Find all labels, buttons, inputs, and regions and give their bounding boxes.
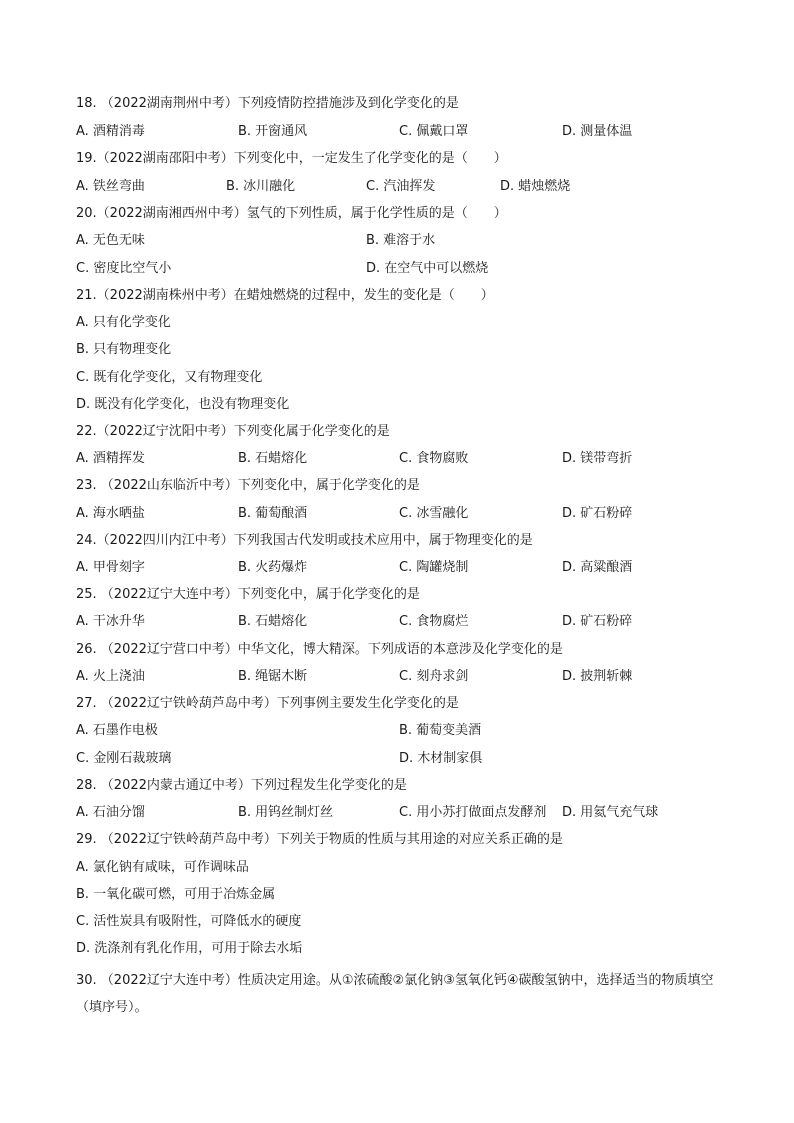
question-stem: 24.（2022四川内江中考）下列我国古代发明或技术应用中，属于物理变化的是 [76,533,533,548]
option: A. 铁丝弯曲 [76,179,145,194]
option: C. 陶罐烧制 [399,560,469,575]
option: C. 佩戴口罩 [399,124,469,139]
option: A. 只有化学变化 [76,315,171,330]
question-stem: 22.（2022辽宁沈阳中考）下列变化属于化学变化的是 [76,424,390,439]
options-row [76,369,726,387]
option: D. 披荆斩棘 [562,669,633,684]
option: A. 石油分馏 [76,805,145,820]
question-stem: 18. （2022湖南荆州中考）下列疫情防控措施涉及到化学变化的是 [76,96,459,111]
option: B. 火药爆炸 [238,560,308,575]
options-row [76,123,726,141]
question-stem: 25. （2022辽宁大连中考）下列变化中，属于化学变化的是 [76,587,420,602]
option: D. 矿石粉碎 [562,506,633,521]
question-stem: 28. （2022内蒙古通辽中考）下列过程发生化学变化的是 [76,778,407,793]
option: D. 矿石粉碎 [562,614,633,629]
options-row [76,559,726,577]
option: A. 酒精消毒 [76,124,145,139]
option: B. 冰川融化 [226,179,296,194]
option: C. 刻舟求剑 [399,669,469,684]
option: D. 用氦气充气球 [562,805,659,820]
options-row [76,668,726,686]
options-row [76,886,726,904]
option: C. 既有化学变化，又有物理变化 [76,370,263,385]
options-row [76,804,726,822]
option: D. 测量体温 [562,124,633,139]
option: B. 石蜡熔化 [238,451,308,466]
option: C. 活性炭具有吸附性，可降低水的硬度 [76,914,302,929]
question-stem: 29. （2022辽宁铁岭葫芦岛中考）下列关于物质的性质与其用途的对应关系正确的是 [76,832,563,847]
option: D. 高粱酿酒 [562,560,633,575]
option: C. 冰雪融化 [399,506,469,521]
option: B. 石蜡熔化 [238,614,308,629]
question-stem: 21.（2022湖南株州中考）在蜡烛燃烧的过程中，发生的变化是（ ） [76,288,494,303]
option: D. 洗涤剂有乳化作用，可用于除去水垢 [76,941,303,956]
options-row [76,859,726,877]
option: C. 用小苏打做面点发酵剂 [399,805,547,820]
option: A. 甲骨刻字 [76,560,145,575]
question-stem: 30. （2022辽宁大连中考）性质决定用途。从①浓硫酸②氯化钠③氢氧化钙④碳酸氢钠中，选择适当的物质填空（填序号）。 [76,973,714,1015]
question-stem: 20.（2022湖南湘西州中考）氢气的下列性质，属于化学性质的是（ ） [76,206,507,221]
option: D. 木材制家俱 [399,751,483,766]
question-stem: 23. （2022山东临沂中考）下列变化中，属于化学变化的是 [76,478,420,493]
options-row [76,750,726,768]
options-row [76,505,726,523]
options-row [76,232,726,250]
option: B. 开窗通风 [238,124,308,139]
options-row [76,722,726,740]
option: C. 食物腐烂 [399,614,469,629]
question-stem: 26. （2022辽宁营口中考）中华文化，博大精深。下列成语的本意涉及化学变化的是 [76,642,563,657]
options-row [76,396,726,414]
option: A. 无色无味 [76,233,145,248]
options-row [76,260,726,278]
option: B. 葡萄变美酒 [399,723,482,738]
question-stem: 19.（2022湖南邵阳中考）下列变化中，一定发生了化学变化的是（ ） [76,151,507,166]
options-row [76,178,726,196]
options-row [76,341,726,359]
options-row [76,450,726,468]
option: D. 在空气中可以燃烧 [366,261,489,276]
option: B. 葡萄酿酒 [238,506,308,521]
options-row [76,314,726,332]
option: B. 只有物理变化 [76,342,172,357]
options-row [76,613,726,631]
option: B. 难溶于水 [366,233,436,248]
option: D. 镁带弯折 [562,451,633,466]
option: D. 蜡烛燃烧 [500,179,571,194]
options-row [76,940,726,958]
option: C. 金刚石裁玻璃 [76,751,172,766]
option: A. 干冰升华 [76,614,145,629]
option: C. 食物腐败 [399,451,469,466]
option: A. 氯化钠有咸味，可作调味品 [76,860,249,875]
option: B. 一氧化碳可燃，可用于冶炼金属 [76,887,276,902]
option: C. 汽油挥发 [366,179,436,194]
question-stem: 27. （2022辽宁铁岭葫芦岛中考）下列事例主要发生化学变化的是 [76,696,459,711]
option: C. 密度比空气小 [76,261,172,276]
option: A. 酒精挥发 [76,451,145,466]
options-row [76,913,726,931]
option: D. 既没有化学变化，也没有物理变化 [76,397,290,412]
option: B. 绳锯木断 [238,669,308,684]
option: A. 火上浇油 [76,669,145,684]
option: B. 用钨丝制灯丝 [238,805,334,820]
option: A. 海水晒盐 [76,506,145,521]
option: A. 石墨作电极 [76,723,158,738]
